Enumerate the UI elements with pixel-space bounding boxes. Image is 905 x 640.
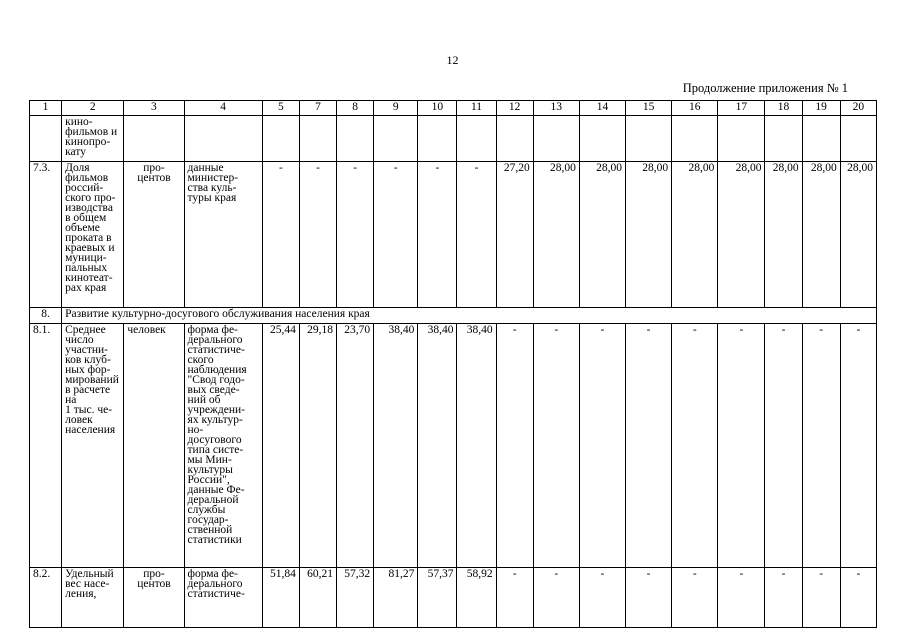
value-cell: - (457, 162, 496, 308)
value-cell: 28,00 (802, 162, 840, 308)
indicator-name-cell (62, 116, 124, 162)
column-header-2: 2 (62, 101, 124, 116)
column-header-5: 5 (262, 101, 299, 116)
text-line: туры края (187, 192, 237, 204)
column-header-14: 14 (579, 101, 625, 116)
value-cell: - (337, 162, 374, 308)
text-line: данные Фе- (187, 484, 245, 496)
unit-cell (124, 568, 184, 628)
text-line: Среднее (65, 324, 106, 336)
text-line: вес насе- (65, 578, 110, 590)
text-line: центов (137, 578, 171, 590)
value-cell: - (299, 162, 336, 308)
text-line: муници- (65, 252, 107, 264)
text-line: государ- (187, 514, 229, 526)
text-line: человек (127, 324, 166, 336)
text-line: досугового (187, 434, 242, 446)
text-line: культуры (187, 464, 233, 476)
text-line: мы Мин- (187, 454, 232, 466)
column-header-1: 1 (30, 101, 62, 116)
value-cell: 28,00 (840, 162, 876, 308)
value-cell: 29,18 (299, 324, 336, 568)
table-row-8-1 (30, 324, 877, 568)
text-line: про- (143, 568, 165, 580)
text-line: мирований (65, 374, 119, 386)
text-line: министер- (187, 172, 239, 184)
section-row-8 (30, 308, 877, 324)
value-cell: - (765, 568, 802, 628)
value-cell: - (802, 324, 840, 568)
text-line: фильмов (65, 172, 109, 184)
text-line: типа систе- (187, 444, 244, 456)
text-line: наблюдения (187, 364, 247, 376)
value-cell: - (840, 568, 876, 628)
table-row-7-3 (30, 162, 877, 308)
value-cell: 28,00 (626, 162, 672, 308)
text-line: статистиче- (187, 344, 245, 356)
text-line: ления, (65, 588, 97, 600)
value-cell: - (533, 568, 579, 628)
value-cell: - (262, 162, 299, 308)
value-cell: 57,37 (418, 568, 457, 628)
indicator-name-cell (62, 568, 124, 628)
value-cell: 81,27 (374, 568, 418, 628)
table-row (30, 116, 877, 162)
text-line: России", (187, 474, 230, 486)
value-cell: - (802, 568, 840, 628)
value-cell: - (496, 568, 533, 628)
table-header-row (30, 101, 877, 116)
source-cell (184, 324, 262, 568)
value-cell: 23,70 (337, 324, 374, 568)
value-cell: - (672, 568, 718, 628)
text-line: ков клуб- (65, 354, 111, 366)
row-number-cell (30, 116, 62, 162)
source-cell (184, 568, 262, 628)
row-number-cell: 7.3. (30, 162, 62, 308)
text-line: ственной (187, 524, 233, 536)
column-header-3: 3 (124, 101, 184, 116)
text-line: ского (187, 354, 214, 366)
row-number-cell: 8.2. (30, 568, 62, 628)
value-cell: - (718, 568, 765, 628)
column-header-16: 16 (672, 101, 718, 116)
column-header-18: 18 (765, 101, 802, 116)
column-header-19: 19 (802, 101, 840, 116)
value-cell: - (840, 324, 876, 568)
value-cell: 38,40 (374, 324, 418, 568)
column-header-7: 7 (299, 101, 336, 116)
text-line: данные (187, 162, 224, 174)
value-cell: - (496, 324, 533, 568)
text-line: Удельный (65, 568, 114, 580)
value-cell: 28,00 (718, 162, 765, 308)
value-cell: 28,00 (579, 162, 625, 308)
text-line: кино- (65, 116, 93, 128)
value-cell: - (579, 568, 625, 628)
text-line: статистики (187, 534, 242, 546)
value-cell: 28,00 (765, 162, 802, 308)
text-line: ний об (187, 394, 221, 406)
page-number: 12 (446, 53, 459, 67)
value-cell: - (579, 324, 625, 568)
text-line: в расчете (65, 384, 111, 396)
value-cell: 51,84 (262, 568, 299, 628)
text-line: дерального (187, 334, 243, 346)
value-cell: 60,21 (299, 568, 336, 628)
text-line: кинотеат- (65, 272, 113, 284)
value-cell: 27,20 (496, 162, 533, 308)
text-line: 1 тыс. че- (65, 404, 113, 416)
column-header-10: 10 (418, 101, 457, 116)
unit-cell (124, 162, 184, 308)
text-line: ства куль- (187, 182, 237, 194)
value-cell: 25,44 (262, 324, 299, 568)
text-line: форма фе- (187, 324, 238, 336)
section-number-cell: 8. (30, 308, 62, 324)
value-cell: - (718, 324, 765, 568)
value-cell: 57,32 (337, 568, 374, 628)
text-line: в общем (65, 212, 107, 224)
text-line: дерального (187, 578, 243, 590)
text-line: населения (65, 424, 116, 436)
text-line: объеме (65, 222, 100, 234)
value-cell: - (418, 162, 457, 308)
text-line: форма фе- (187, 568, 238, 580)
text-line: ловек (65, 414, 93, 426)
text-line: центов (137, 172, 171, 184)
text-line: ях культур- (187, 414, 243, 426)
text-line: "Свод годо- (187, 374, 245, 386)
text-line: изводства (65, 202, 113, 214)
text-line: про- (143, 162, 165, 174)
text-line: службы (187, 504, 226, 516)
table-row-8-2 (30, 568, 877, 628)
text-line: ных фор- (65, 364, 111, 376)
indicators-table (29, 100, 877, 628)
text-line: кату (65, 146, 86, 158)
text-line: краевых и (65, 242, 115, 254)
text-line: учреждени- (187, 404, 245, 416)
column-header-11: 11 (457, 101, 496, 116)
text-line: вых сведе- (187, 384, 240, 396)
row-number-cell: 8.1. (30, 324, 62, 568)
text-line: статистиче- (187, 588, 245, 600)
text-line: фильмов и (65, 126, 118, 138)
value-cell: - (672, 324, 718, 568)
text-line: ского про- (65, 192, 116, 204)
value-cell: 38,40 (457, 324, 496, 568)
text-line: проката в (65, 232, 112, 244)
text-line: россий- (65, 182, 104, 194)
indicator-name-cell (62, 162, 124, 308)
column-header-8: 8 (337, 101, 374, 116)
value-cell: - (374, 162, 418, 308)
text-line: рах края (65, 282, 107, 294)
text-line: но- (187, 424, 204, 436)
column-header-4: 4 (184, 101, 262, 116)
text-line: кинопро- (65, 136, 111, 148)
value-cell: 38,40 (418, 324, 457, 568)
column-header-9: 9 (374, 101, 418, 116)
continuation-label: Продолжение приложения № 1 (682, 81, 848, 95)
column-header-13: 13 (533, 101, 579, 116)
value-cell: 58,92 (457, 568, 496, 628)
column-header-17: 17 (718, 101, 765, 116)
value-cell: - (533, 324, 579, 568)
text-line: участни- (65, 344, 109, 356)
value-cell: 28,00 (533, 162, 579, 308)
value-cell: 28,00 (672, 162, 718, 308)
text-line: число (65, 334, 94, 346)
unit-cell (124, 324, 184, 568)
source-cell (184, 162, 262, 308)
column-header-12: 12 (496, 101, 533, 116)
column-header-15: 15 (626, 101, 672, 116)
column-header-20: 20 (840, 101, 876, 116)
text-line: пальных (65, 262, 108, 274)
section-title: Развитие культурно-досугового обслуживания населения края (62, 308, 877, 324)
value-cell: - (765, 324, 802, 568)
indicator-name-cell (62, 324, 124, 568)
value-cell: - (626, 568, 672, 628)
value-cell: - (626, 324, 672, 568)
text-line: на (65, 394, 77, 406)
text-line: деральной (187, 494, 239, 506)
text-line: Доля (65, 162, 90, 174)
